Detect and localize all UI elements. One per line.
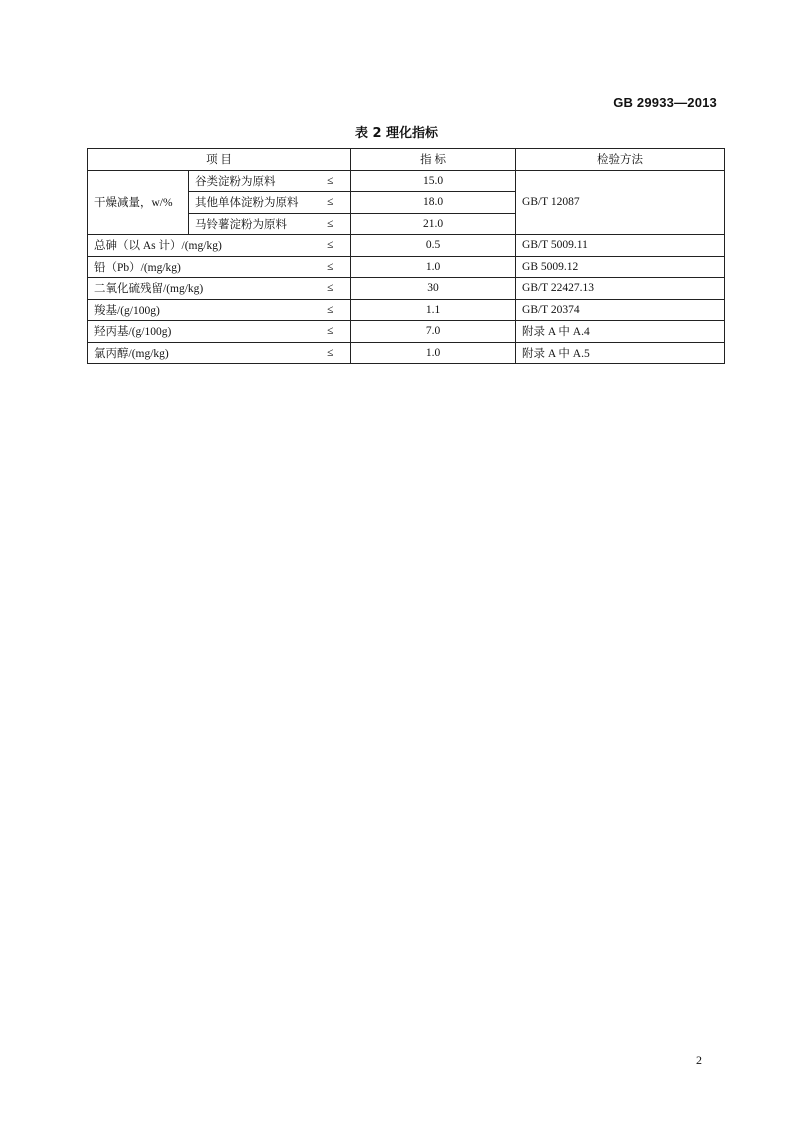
table-caption: 表 2 理化指标 xyxy=(354,126,439,141)
row-value: 21.0 xyxy=(351,213,516,235)
row-label: 其他单体淀粉为原料 xyxy=(189,192,311,214)
row-method: GB/T 20374 xyxy=(516,299,725,321)
row-label: 羧基/(g/100g) xyxy=(88,299,311,321)
drying-loss-label: 干燥减量，w/% xyxy=(88,170,189,235)
table-row xyxy=(88,321,725,343)
row-value: 0.5 xyxy=(351,235,516,257)
leq-symbol: ≤ xyxy=(311,192,351,214)
row-label: 总砷（以 As 计）/(mg/kg) xyxy=(88,235,311,257)
leq-symbol: ≤ xyxy=(311,213,351,235)
header-item: 项 目 xyxy=(88,149,351,171)
leq-symbol: ≤ xyxy=(311,299,351,321)
row-method: 附录 A 中 A.4 xyxy=(516,321,725,343)
row-label: 氯丙醇/(mg/kg) xyxy=(88,342,311,364)
table-header-row xyxy=(88,149,725,171)
row-label: 马铃薯淀粉为原料 xyxy=(189,213,311,235)
row-value: 1.0 xyxy=(351,256,516,278)
row-label: 铅（Pb）/(mg/kg) xyxy=(88,256,311,278)
row-value: 30 xyxy=(351,278,516,300)
row-value: 15.0 xyxy=(351,170,516,192)
leq-symbol: ≤ xyxy=(311,278,351,300)
row-value: 1.0 xyxy=(351,342,516,364)
row-label: 谷类淀粉为原料 xyxy=(189,170,311,192)
row-value: 18.0 xyxy=(351,192,516,214)
leq-symbol: ≤ xyxy=(311,170,351,192)
row-label: 二氧化硫残留/(mg/kg) xyxy=(88,278,311,300)
leq-symbol: ≤ xyxy=(311,342,351,364)
table-row xyxy=(88,235,725,257)
drying-loss-method: GB/T 12087 xyxy=(516,170,725,235)
table-row xyxy=(88,278,725,300)
table-row xyxy=(88,342,725,364)
row-method: GB/T 22427.13 xyxy=(516,278,725,300)
table-row xyxy=(88,256,725,278)
leq-symbol: ≤ xyxy=(311,235,351,257)
table-row xyxy=(88,299,725,321)
header-method: 检验方法 xyxy=(516,149,725,171)
physicochemical-indicators-table xyxy=(87,148,725,364)
leq-symbol: ≤ xyxy=(311,321,351,343)
leq-symbol: ≤ xyxy=(311,256,351,278)
row-method: GB 5009.12 xyxy=(516,256,725,278)
row-label: 羟丙基/(g/100g) xyxy=(88,321,311,343)
page-number: 2 xyxy=(696,1053,702,1067)
header-index: 指 标 xyxy=(351,149,516,171)
row-method: GB/T 5009.11 xyxy=(516,235,725,257)
row-value: 7.0 xyxy=(351,321,516,343)
standard-number: GB 29933—2013 xyxy=(613,95,717,110)
table-row xyxy=(88,170,725,192)
row-value: 1.1 xyxy=(351,299,516,321)
row-method: 附录 A 中 A.5 xyxy=(516,342,725,364)
